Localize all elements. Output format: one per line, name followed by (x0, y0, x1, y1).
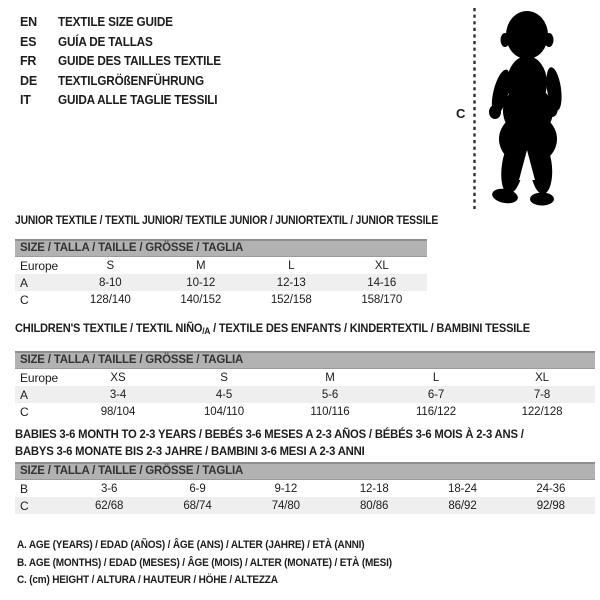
children-size-table (15, 320, 595, 420)
language-code: EN (20, 15, 37, 29)
language-title: TEXTILGRÖßENFÜHRUNG (58, 73, 204, 88)
row-label: B (20, 481, 28, 496)
footnote: A. AGE (YEARS) / EDAD (AÑOS) / ÂGE (ANS) / ALTER (JAHRE) / ETÀ (ANNI) (17, 539, 365, 551)
table-cell: 158/170 (361, 293, 403, 306)
table-cell: S (106, 259, 115, 272)
language-code: FR (20, 54, 37, 68)
language-row (20, 52, 231, 72)
language-list (20, 13, 231, 111)
table-title-line: CHILDREN'S TEXTILE / TEXTIL $NIÑO_{/A}$ / TEXTILE DES ENFANTS / KINDERTEXTIL / BAMBINI TESSILE (15, 321, 530, 336)
table-cell: S (220, 371, 228, 384)
table-title (15, 212, 439, 229)
table-size-header: SIZE / TALLA / TAILLE / GRÖSSE / TAGLIA (15, 462, 595, 480)
junior-size-table (15, 212, 439, 308)
table-cell: 62/68 (95, 499, 124, 512)
table-cell: 122/128 (521, 405, 563, 418)
table-cell: 86/92 (448, 499, 477, 512)
language-title: GUIDA ALLE TAGLIE TESSILI (58, 93, 218, 107)
table-title-line: BABYS 3-6 MONATE BIS 2-3 JAHRE / BAMBINI 3-6 MESI A 2-3 ANNI (15, 444, 365, 458)
table-row (15, 497, 595, 514)
table-cell: 140/152 (180, 293, 222, 306)
table-cell: 68/74 (183, 499, 212, 512)
table-cell: 116/122 (415, 405, 457, 418)
table-cell: 7-8 (533, 388, 551, 401)
row-label: Europe (20, 370, 59, 385)
table-cell: 18-24 (448, 482, 477, 495)
row-label: C (20, 498, 29, 513)
footnote: B. AGE (MONTHS) / EDAD (MESES) / ÂGE (MOIS) / ALTER (MONATE) / ETÀ (MESI) (17, 556, 392, 569)
row-label: A (20, 275, 28, 290)
language-row (20, 13, 231, 33)
row-label: A (20, 387, 28, 402)
table-cell: 80/86 (360, 499, 389, 512)
language-row (20, 91, 231, 111)
table-cell: 6-9 (189, 482, 206, 495)
language-title: TEXTILE SIZE GUIDE (58, 15, 173, 29)
table-title (15, 320, 549, 340)
row-label: Europe (20, 258, 59, 273)
table-cell: 10-12 (186, 276, 216, 289)
table-rows (15, 369, 595, 420)
table-cell: L (432, 371, 440, 384)
language-code: DE (20, 73, 37, 88)
footnote: C. (cm) HEIGHT / ALTURA / HAUTEUR / HÖHE / ALTEZZA (17, 574, 278, 586)
height-measure-label: C (456, 106, 466, 121)
table-row (15, 480, 595, 497)
table-cell: XL (374, 259, 389, 272)
table-rows (15, 257, 427, 308)
table-cell: 6-7 (427, 388, 445, 401)
toddler-silhouette-icon (482, 8, 576, 208)
table-cell: 104/110 (203, 405, 245, 418)
table-cell: 5-6 (321, 388, 339, 401)
language-title: GUIDE DES TAILLES TEXTILE (58, 54, 221, 68)
table-cell: 152/158 (270, 293, 312, 306)
table-row (15, 257, 427, 274)
table-size-header: SIZE / TALLA / TAILLE / GRÖSSE / TAGLIA (15, 239, 427, 257)
table-cell: 14-16 (367, 276, 397, 289)
language-code: ES (20, 34, 37, 49)
babies-size-table (15, 426, 595, 514)
table-title-line: JUNIOR TEXTILE / TEXTIL JUNIOR/ TEXTILE JUNIOR / JUNIORTEXTIL / JUNIOR TESSILE (15, 213, 439, 227)
language-row (20, 33, 231, 53)
table-rows (15, 480, 595, 514)
table-cell: 4-5 (215, 388, 233, 401)
row-label: C (20, 292, 29, 307)
table-cell: 9-12 (274, 482, 298, 495)
table-row (15, 386, 595, 403)
table-cell: 24-36 (536, 482, 566, 495)
table-row (15, 403, 595, 420)
height-dashed-line (472, 8, 477, 209)
table-row (15, 291, 427, 308)
table-row (15, 369, 595, 386)
table-size-header: SIZE / TALLA / TAILLE / GRÖSSE / TAGLIA (15, 351, 595, 369)
table-cell: M (196, 259, 206, 272)
table-title (15, 426, 560, 460)
language-row (20, 72, 231, 92)
table-cell: 12-18 (359, 482, 389, 495)
table-cell: 3-6 (101, 482, 118, 495)
language-title: GUÍA DE TALLAS (58, 34, 153, 49)
table-title-line: BABIES 3-6 MONTH TO 2-3 YEARS / BEBÉS 3-6 MESES A 2-3 AÑOS / BÉBÉS 3-6 MOIS À 2-3 ANS / (15, 427, 524, 441)
table-cell: 12-13 (276, 276, 306, 289)
table-cell: 98/104 (100, 405, 136, 418)
footnotes (17, 537, 429, 590)
table-cell: 110/116 (310, 405, 350, 418)
language-code: IT (20, 93, 31, 107)
table-cell: L (288, 259, 295, 272)
table-cell: 3-4 (109, 388, 127, 401)
table-row (15, 274, 427, 291)
table-cell: 74/80 (271, 499, 300, 512)
table-cell: 92/98 (536, 499, 565, 512)
table-cell: 128/140 (89, 293, 131, 306)
table-cell: XS (110, 371, 126, 384)
table-cell: M (325, 371, 335, 384)
table-cell: XL (535, 371, 549, 384)
row-label: C (20, 404, 29, 419)
table-cell: 8-10 (98, 276, 122, 289)
